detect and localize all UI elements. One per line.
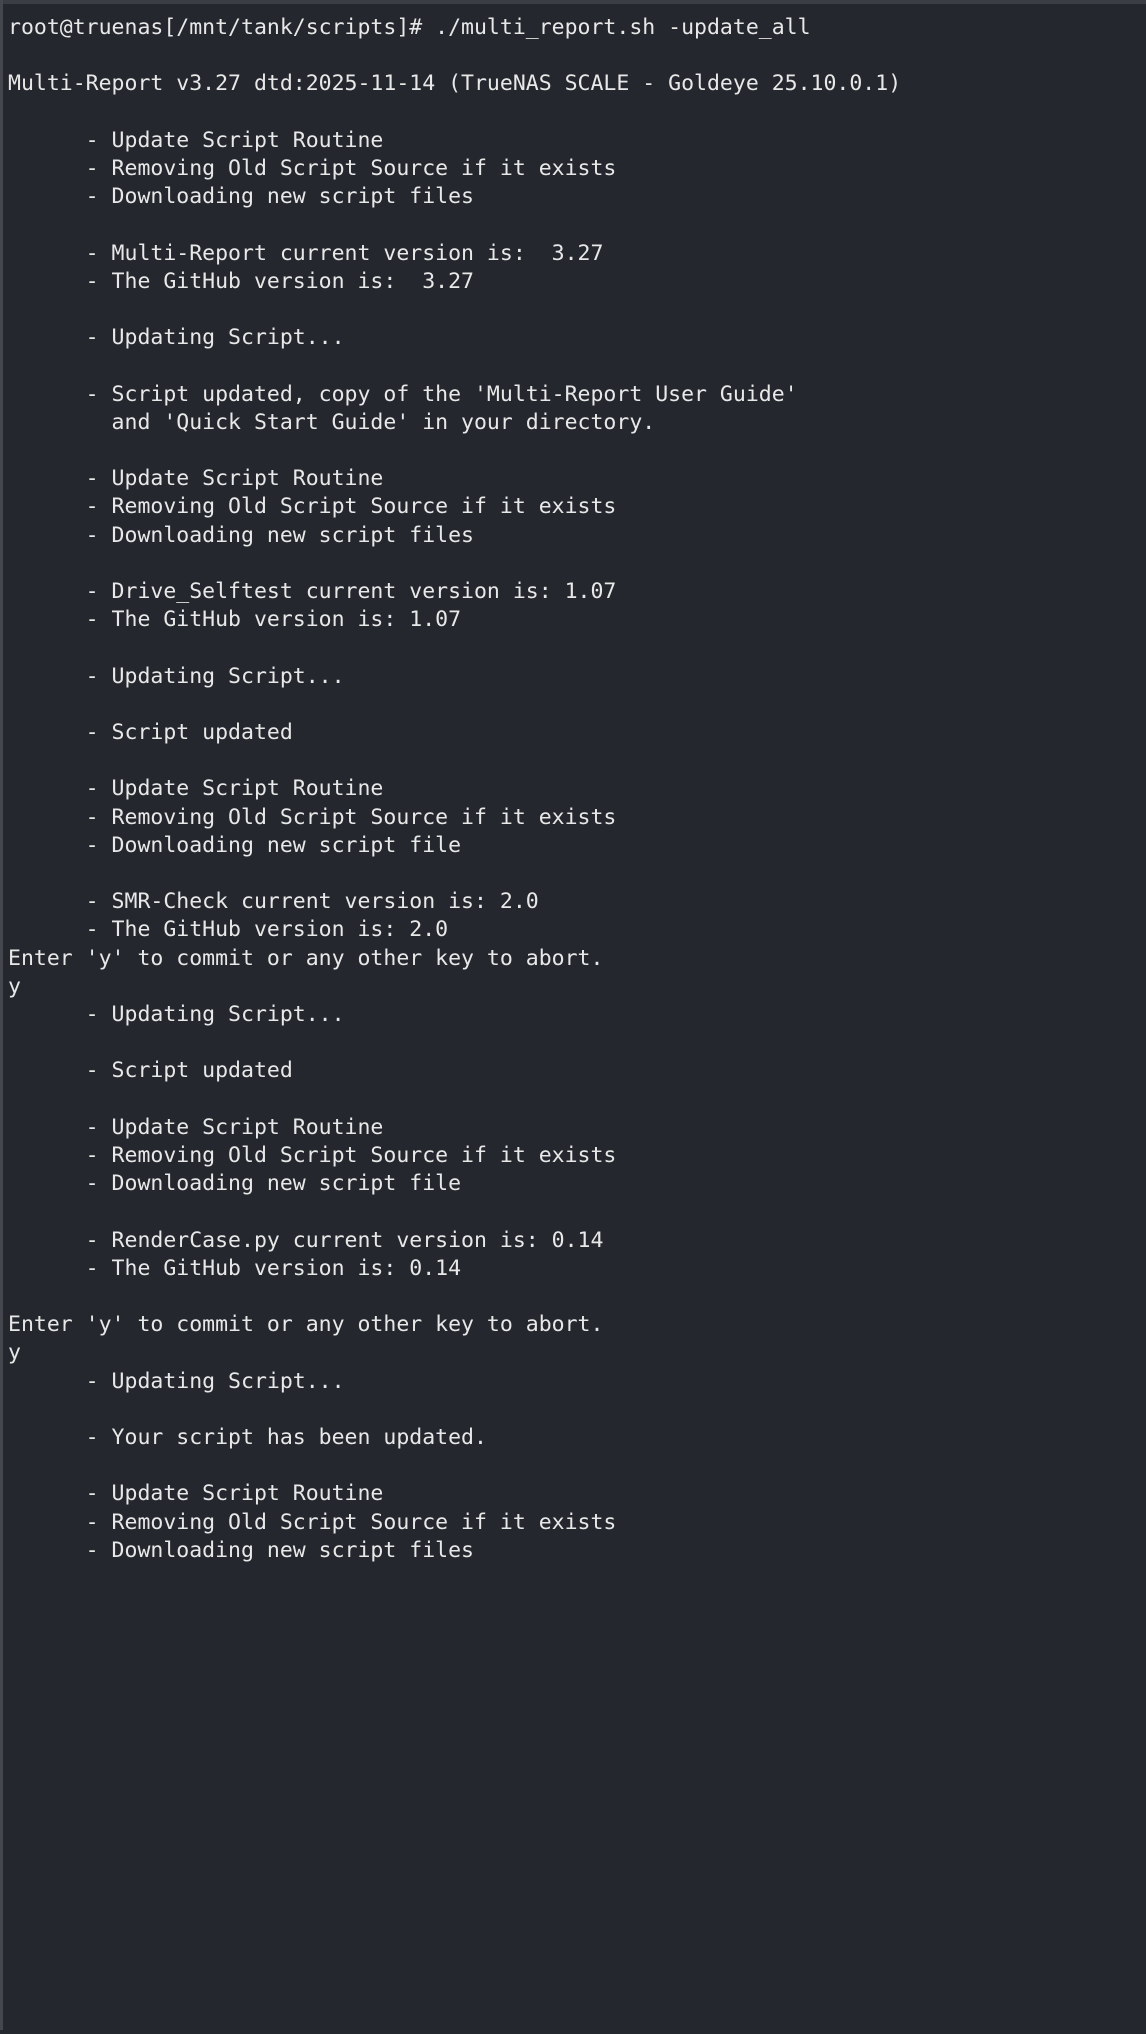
terminal-line: - Removing Old Script Source if it exists — [8, 155, 617, 181]
terminal-line: - Downloading new script files — [8, 184, 474, 210]
terminal-output[interactable] — [0, 4, 1146, 2034]
terminal-line: - Script updated — [8, 719, 293, 745]
terminal-line: - Removing Old Script Source if it exists — [8, 1509, 617, 1535]
terminal-line: - Updating Script... — [8, 325, 345, 351]
terminal-line — [8, 1029, 1138, 1057]
terminal-line: - Downloading new script file — [8, 832, 462, 858]
terminal-line — [8, 211, 1138, 239]
terminal-line: - The GitHub version is: 2.0 — [8, 917, 449, 943]
terminal-line: - Removing Old Script Source if it exists — [8, 804, 617, 830]
terminal-line: - Downloading new script file — [8, 1171, 462, 1197]
terminal-line: - Removing Old Script Source if it exists — [8, 1142, 617, 1168]
terminal-line — [8, 296, 1138, 324]
terminal-line: - Script updated, copy of the 'Multi-Report User Guide' — [8, 381, 798, 407]
terminal-line — [8, 747, 1138, 775]
terminal-line: - Downloading new script files — [8, 1537, 474, 1563]
terminal-line: y — [8, 973, 21, 999]
terminal-line: and 'Quick Start Guide' in your directory. — [8, 409, 656, 435]
terminal-line — [8, 1198, 1138, 1226]
terminal-line — [8, 42, 1138, 70]
terminal-line — [8, 550, 1138, 578]
terminal-line: y — [8, 1340, 21, 1366]
terminal-line: - RenderCase.py current version is: 0.14 — [8, 1227, 604, 1253]
terminal-line: - The GitHub version is: 0.14 — [8, 1255, 462, 1281]
terminal-line: - Updating Script... — [8, 1368, 345, 1394]
terminal-line: - Removing Old Script Source if it exists — [8, 494, 617, 520]
terminal-line: root@truenas[/mnt/tank/scripts]# ./multi_report.sh -update_all — [8, 15, 811, 40]
terminal-line: - Update Script Routine — [8, 1114, 384, 1140]
terminal-line: - Update Script Routine — [8, 776, 384, 802]
terminal-line — [8, 860, 1138, 888]
terminal-line — [8, 1086, 1138, 1114]
terminal-line — [8, 1452, 1138, 1480]
terminal-line: - Update Script Routine — [8, 127, 384, 153]
terminal-line — [8, 352, 1138, 380]
terminal-line: - Update Script Routine — [8, 1481, 384, 1507]
terminal-line: - Update Script Routine — [8, 466, 384, 492]
terminal-line: Enter 'y' to commit or any other key to abort. — [8, 1312, 604, 1338]
terminal-line — [8, 437, 1138, 465]
terminal-line — [8, 1396, 1138, 1424]
terminal-line — [8, 99, 1138, 127]
terminal-line: - Your script has been updated. — [8, 1424, 487, 1450]
terminal-line: Multi-Report v3.27 dtd:2025-11-14 (TrueNAS SCALE - Goldeye 25.10.0.1) — [8, 71, 902, 97]
terminal-line: - Drive_Selftest current version is: 1.07 — [8, 578, 617, 604]
terminal-line — [8, 691, 1138, 719]
terminal-line — [8, 1283, 1138, 1311]
terminal-line: - Updating Script... — [8, 663, 345, 689]
terminal-line: - SMR-Check current version is: 2.0 — [8, 889, 539, 915]
terminal-line: - Multi-Report current version is: 3.27 — [8, 240, 604, 266]
window-left-edge — [0, 0, 3, 2030]
terminal-line: - The GitHub version is: 3.27 — [8, 268, 474, 294]
terminal-line — [8, 634, 1138, 662]
terminal-line: - Script updated — [8, 1058, 293, 1084]
terminal-line: Enter 'y' to commit or any other key to abort. — [8, 945, 604, 971]
terminal-line: - Updating Script... — [8, 1001, 345, 1027]
terminal-line: - The GitHub version is: 1.07 — [8, 607, 462, 633]
terminal-line: - Downloading new script files — [8, 522, 474, 548]
